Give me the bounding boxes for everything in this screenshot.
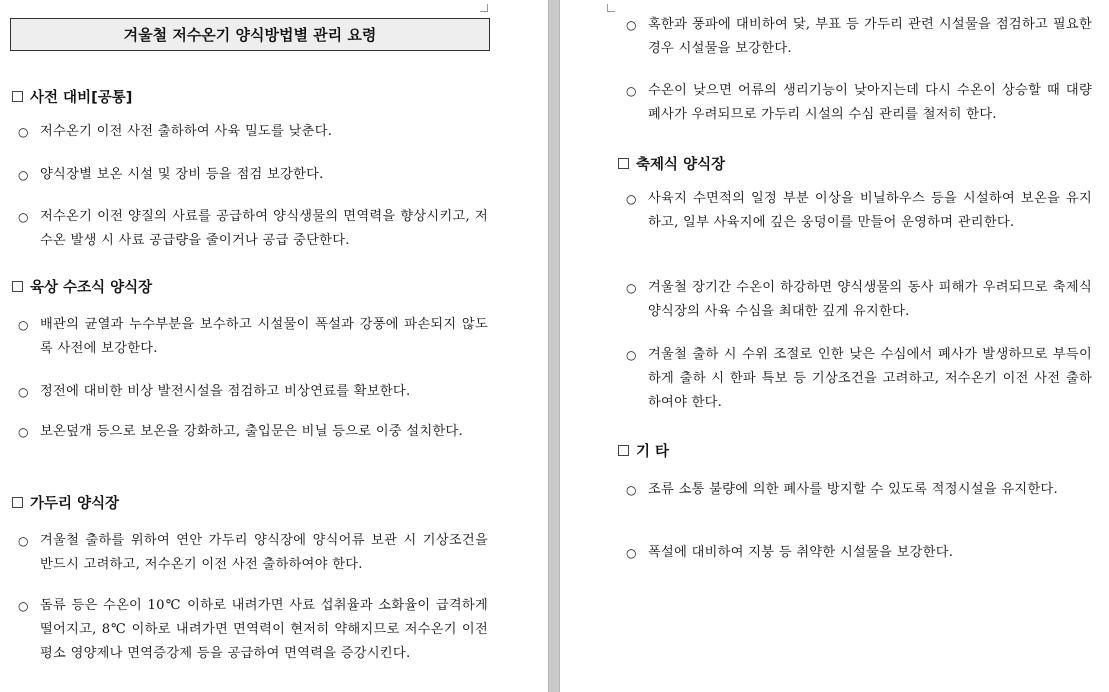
list-item: ○ 저수온기 이전 사전 출하하여 사육 밀도를 낮춘다. [40,120,488,144]
page-corner-mark [607,4,615,12]
bullet-icon: ○ [18,599,29,613]
checkbox-square-icon [618,445,629,456]
section-heading-etc [618,440,669,461]
list-item: ○ 겨울철 출하를 위하여 연안 가두리 양식장에 양식어류 보관 시 기상조건을 반드시 고려하고, 저수온기 이전 사전 출하하여야 한다. [40,529,488,577]
section-heading-land [12,276,152,297]
list-item: ○ 조류 소통 불량에 의한 폐사를 방지할 수 있도록 적정시설을 유지한다. [648,478,1092,502]
bullet-icon: ○ [18,385,29,399]
list-item: ○ 양식장별 보온 시설 및 장비 등을 점검 보강한다. [40,163,488,187]
document-page-right [561,0,1109,692]
checkbox-square-icon [12,91,23,102]
document-page-left [0,0,548,692]
bullet-icon: ○ [626,192,637,206]
list-item: ○ 겨울철 장기간 수온이 하강하면 양식생물의 동사 피해가 우려되므로 축제식 양식장의 사육 수심을 최대한 깊게 유지한다. [648,276,1092,324]
bullet-icon: ○ [626,348,637,362]
section-heading-label: 기 타 [636,444,670,460]
list-item: ○ 혹한과 풍파에 대비하여 닻, 부표 등 가두리 관련 시설물을 점검하고 필요한 경우 시설물을 보강한다. [648,13,1092,61]
list-item: ○ 보온덮개 등으로 보온을 강화하고, 출입문은 비닐 등으로 이중 설치한다. [40,420,488,444]
bullet-icon: ○ [18,168,29,182]
section-heading-label: 사전 대비[공통] [30,90,133,106]
bullet-icon: ○ [18,534,29,548]
list-item: ○ 돔류 등은 수온이 10℃ 이하로 내려가면 사료 섭취율과 소화율이 급격하게 떨어지고, 8℃ 이하로 내려가면 면역력이 현저히 약해지므로 저수온기 이전 평소 영양제나 면역증강제 등을 공급하여 면역력을 증강시킨다. [40,594,488,666]
section-heading-cage [12,492,119,513]
bullet-icon: ○ [626,281,637,295]
bullet-icon: ○ [18,318,29,332]
checkbox-square-icon [12,281,23,292]
document-title: 겨울철 저수온기 양식방법별 관리 요령 [10,18,490,51]
section-heading-label: 육상 수조식 양식장 [30,280,153,296]
bullet-icon: ○ [18,210,29,224]
bullet-icon: ○ [18,425,29,439]
list-item: ○ 수온이 낮으면 어류의 생리기능이 낮아지는데 다시 수온이 상승할 때 대량폐사가 우려되므로 가두리 시설의 수심 관리를 철저히 한다. [648,79,1092,127]
list-item: ○ 겨울철 출하 시 수위 조절로 인한 낮은 수심에서 폐사가 발생하므로 부득이하게 출하 시 한파 특보 등 기상조건을 고려하고, 저수온기 이전 사전 출하하여야 한다. [648,343,1092,415]
section-heading-label: 가두리 양식장 [30,496,120,512]
list-item: ○ 사육지 수면적의 일정 부분 이상을 비닐하우스 등을 시설하여 보온을 유지하고, 일부 사육지에 깊은 웅덩이를 만들어 운영하며 관리한다. [648,187,1092,235]
list-item: ○ 폭설에 대비하여 지붕 등 취약한 시설물을 보강한다. [648,541,1092,565]
checkbox-square-icon [12,497,23,508]
bullet-icon: ○ [626,483,637,497]
list-item: ○ 정전에 대비한 비상 발전시설을 점검하고 비상연료를 확보한다. [40,380,488,404]
bullet-icon: ○ [626,546,637,560]
page-gutter [548,0,560,692]
bullet-icon: ○ [626,18,637,32]
section-heading-label: 축제식 양식장 [636,157,726,173]
bullet-icon: ○ [626,84,637,98]
section-heading-pond [618,153,725,174]
list-item: ○ 배관의 균열과 누수부분을 보수하고 시설물이 폭설과 강풍에 파손되지 않도록 사전에 보강한다. [40,313,488,361]
list-item: ○ 저수온기 이전 양질의 사료를 공급하여 양식생물의 면역력을 향상시키고, 저수온 발생 시 사료 공급량을 줄이거나 공급 중단한다. [40,205,488,253]
checkbox-square-icon [618,158,629,169]
page-corner-mark [480,4,488,12]
section-heading-common [12,86,132,107]
bullet-icon: ○ [18,125,29,139]
